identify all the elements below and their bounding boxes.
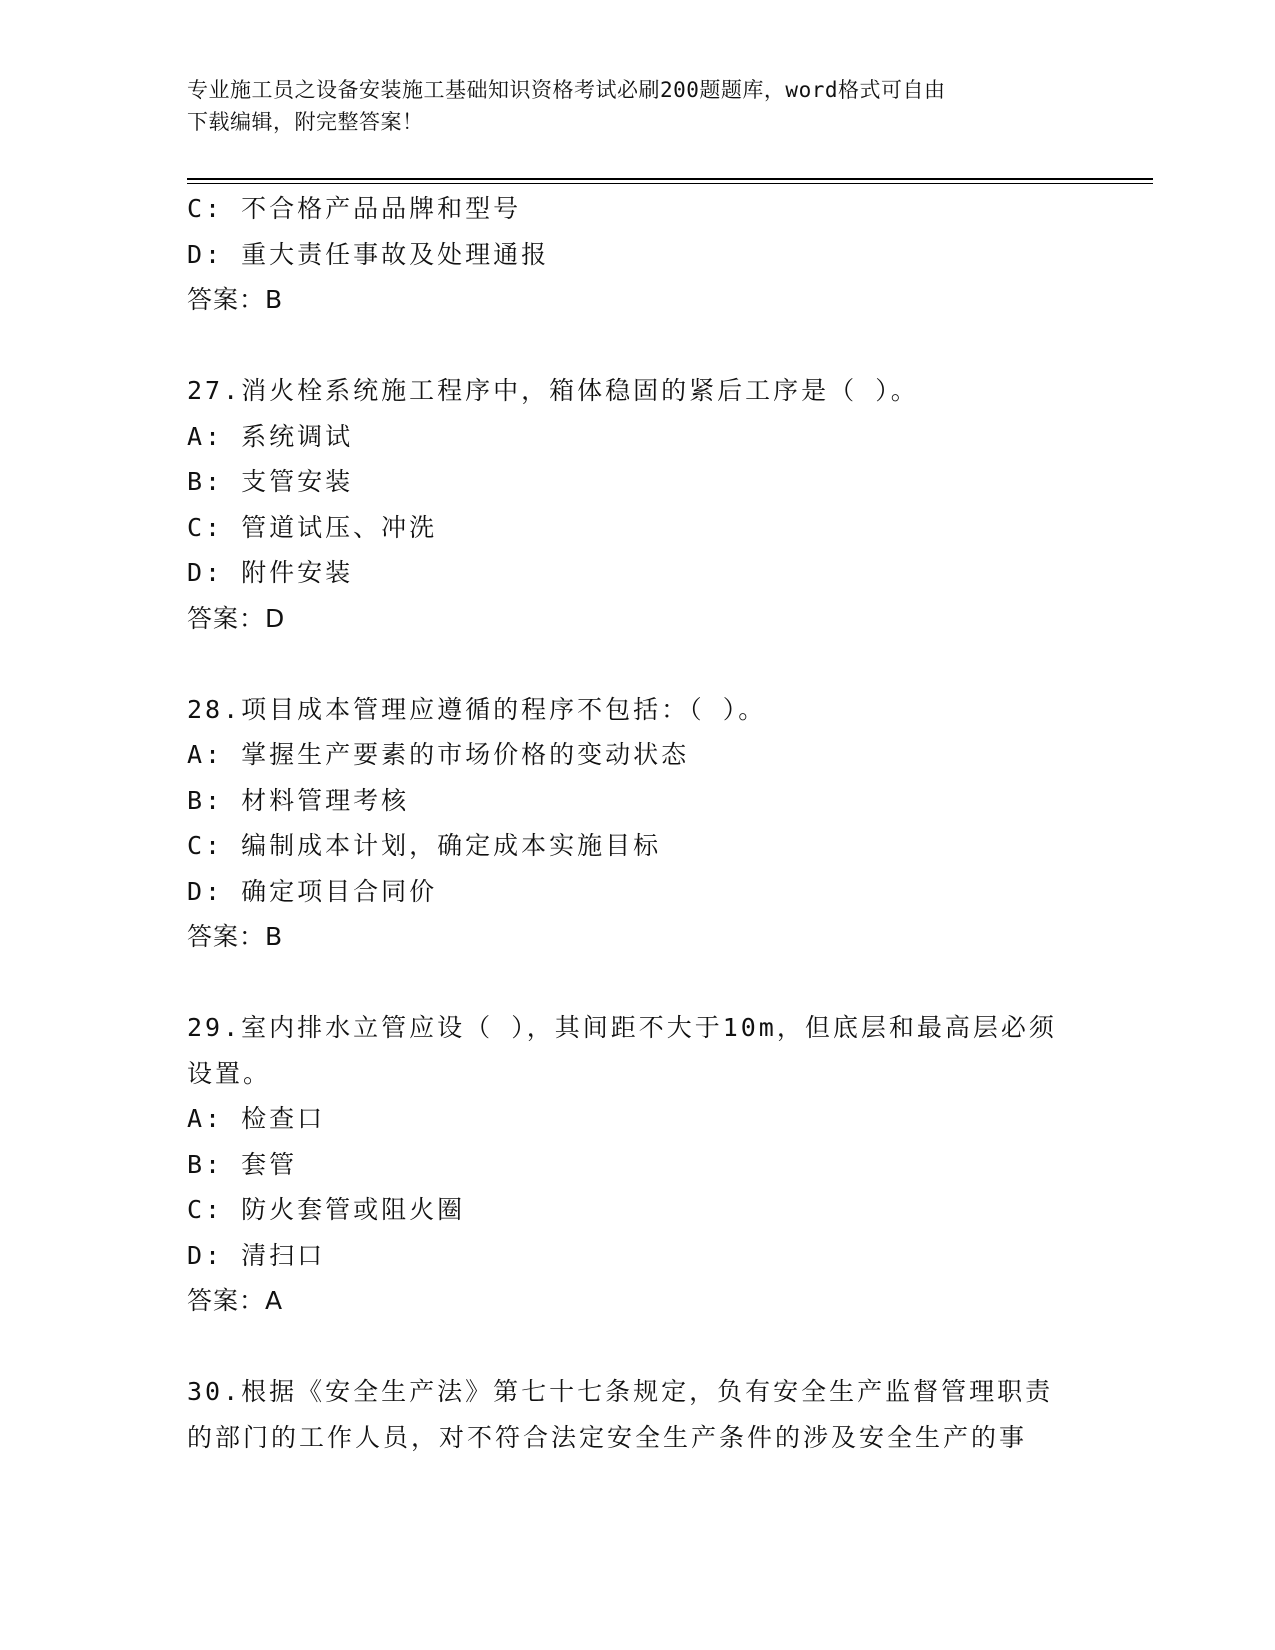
question-30 bbox=[187, 1369, 1087, 1460]
option-c: C: 防火套管或阻火圈 bbox=[187, 1195, 466, 1224]
question-27 bbox=[187, 368, 1087, 641]
option-c: C: 不合格产品品牌和型号 bbox=[187, 194, 522, 223]
header-rule-thin bbox=[187, 183, 1153, 184]
question-text-line-2: 的部门的工作人员，对不符合法定安全生产条件的涉及安全生产的事 bbox=[187, 1422, 1028, 1452]
question-list bbox=[187, 186, 1087, 1460]
option-a: A: 系统调试 bbox=[187, 421, 354, 451]
question-29 bbox=[187, 1005, 1087, 1324]
answer: 答案：D bbox=[187, 603, 286, 633]
header-line-1: 专业施工员之设备安装施工基础知识资格考试必刷200题题库，word格式可自由 bbox=[187, 78, 946, 102]
question-text: 28.项目成本管理应遵循的程序不包括：（ ）。 bbox=[187, 694, 767, 724]
option-a: A: 检查口 bbox=[187, 1104, 326, 1133]
question-28 bbox=[187, 687, 1087, 960]
header-line-2: 下载编辑，附完整答案！ bbox=[187, 110, 424, 134]
spacer bbox=[187, 960, 1087, 1006]
header-rule-thick bbox=[187, 178, 1153, 180]
answer: 答案：A bbox=[187, 1286, 284, 1315]
question-text-line-1: 30.根据《安全生产法》第七十七条规定，负有安全生产监督管理职责 bbox=[187, 1377, 1054, 1406]
option-a: A: 掌握生产要素的市场价格的变动状态 bbox=[187, 740, 690, 769]
answer: 答案：B bbox=[187, 285, 284, 314]
question-text-line-2: 设置。 bbox=[187, 1058, 272, 1088]
document-header bbox=[187, 74, 1067, 138]
answer: 答案：B bbox=[187, 922, 284, 951]
question-text-line-1: 29.室内排水立管应设（ ），其间距不大于10m，但底层和最高层必须 bbox=[187, 1013, 1057, 1042]
question-26 bbox=[187, 186, 1087, 323]
question-text: 27.消火栓系统施工程序中，箱体稳固的紧后工序是（ ）。 bbox=[187, 376, 919, 405]
option-d: D: 重大责任事故及处理通报 bbox=[187, 239, 550, 269]
option-b: B: 套管 bbox=[187, 1149, 298, 1179]
option-b: B: 材料管理考核 bbox=[187, 785, 410, 815]
spacer bbox=[187, 323, 1087, 369]
spacer bbox=[187, 641, 1087, 687]
option-c: C: 管道试压、冲洗 bbox=[187, 512, 438, 542]
option-c: C: 编制成本计划，确定成本实施目标 bbox=[187, 831, 662, 860]
option-d: D: 附件安装 bbox=[187, 558, 354, 587]
option-d: D: 清扫口 bbox=[187, 1240, 326, 1270]
option-d: D: 确定项目合同价 bbox=[187, 876, 438, 906]
spacer bbox=[187, 1324, 1087, 1370]
option-b: B: 支管安装 bbox=[187, 467, 354, 496]
